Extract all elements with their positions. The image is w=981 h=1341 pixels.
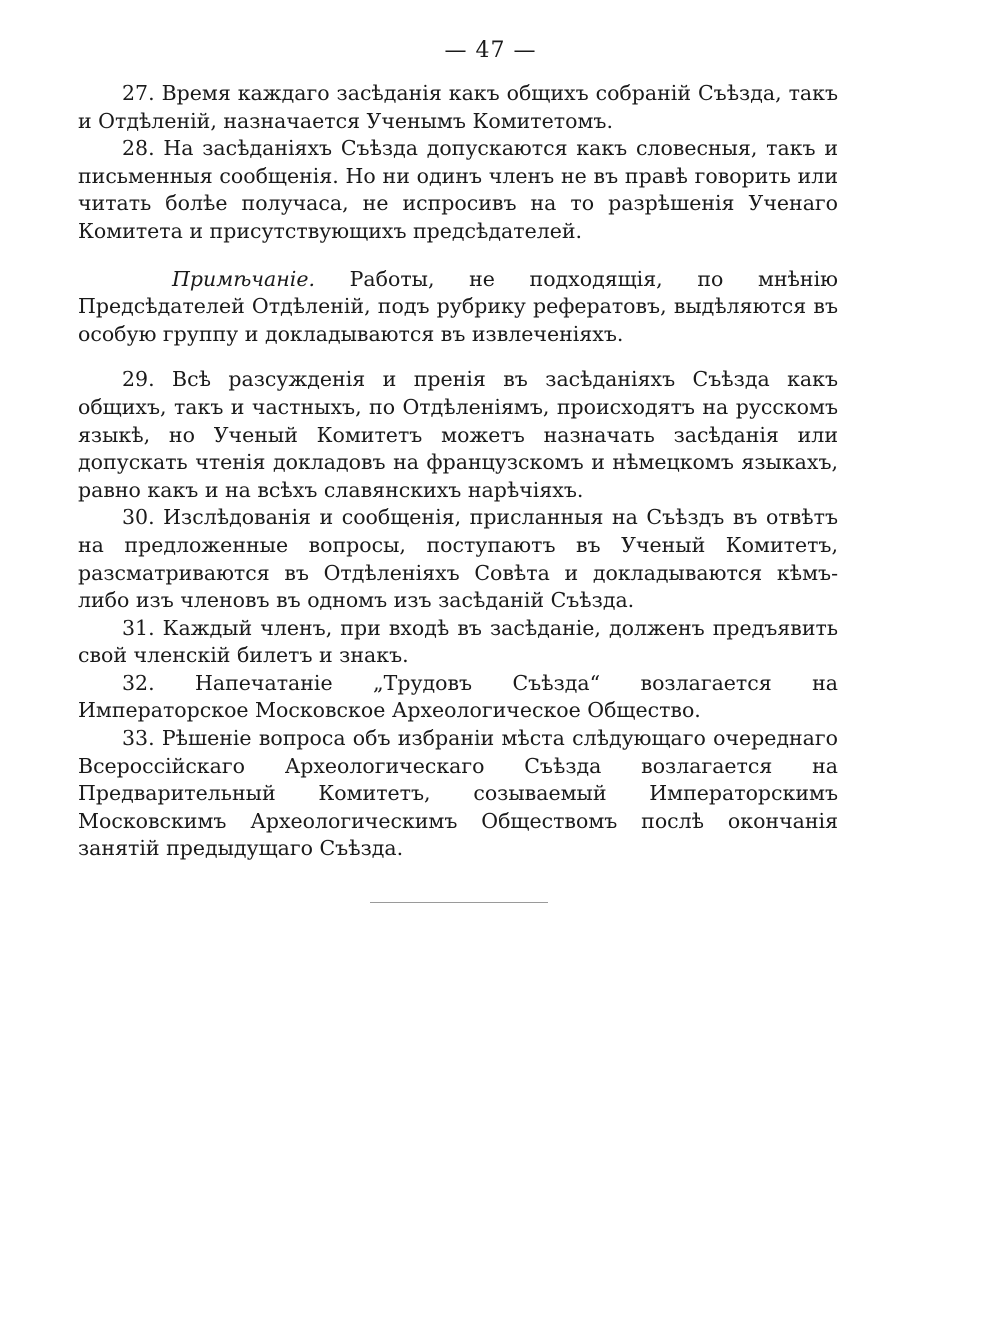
note-paragraph	[78, 266, 838, 349]
note-text: Работы, не подходящія, по мнѣнію Предсѣдателей Отдѣленій, подъ рубрику рефератовъ, выдѣляются въ особую группу и докладываются въ извлеченіяхъ.	[78, 266, 838, 346]
closing-rule	[370, 902, 548, 903]
paragraph-33: 33. Рѣшеніе вопроса объ избраніи мѣста слѣдующаго очереднаго Всероссійскаго Археологическаго Съѣзда возлагается на Предварительный Комитетъ, созываемый Императорскимъ Московскимъ Археологическимъ Обществомъ послѣ окончанія занятій предыдущаго Съѣзда.	[78, 726, 838, 861]
page-number: — 47 —	[444, 38, 537, 63]
paragraph-27: 27. Время каждаго засѣданія какъ общихъ собраній Съѣзда, такъ и Отдѣленій, назначается Ученымъ Комитетомъ.	[78, 81, 838, 133]
paragraph-32: 32. Напечатаніе „Трудовъ Съѣзда“ возлагается на Императорское Московское Археологическое Общество.	[78, 670, 838, 723]
document-body	[78, 80, 838, 863]
paragraph-30: 30. Изслѣдованія и сообщенія, присланныя на Съѣздъ въ отвѣтъ на предложенные вопросы, поступаютъ въ Ученый Комитетъ, разсматриваются въ Отдѣленіяхъ Совѣта и докладываются кѣмъ-либо изъ членовъ въ одномъ изъ засѣданій Съѣзда.	[78, 505, 838, 613]
note-label: Примѣчаніе.	[172, 266, 315, 291]
paragraph-28: 28. На засѣданіяхъ Съѣзда допускаются какъ словесныя, такъ и письменныя сообщенія. Но ни одинъ членъ не въ правѣ говорить или читать болѣе получаса, не испросивъ на то разрѣшенія Ученаго Комитета и присутствующихъ предсѣдателей.	[78, 136, 838, 243]
paragraph-31: 31. Каждый членъ, при входѣ въ засѣданіе, долженъ предъявить свой членскій билетъ и знакъ.	[78, 615, 838, 668]
paragraph-29: 29. Всѣ разсужденія и пренія въ засѣданіяхъ Съѣзда какъ общихъ, такъ и частныхъ, по Отдѣленіямъ, происходятъ на русскомъ языкѣ, но Ученый Комитетъ можетъ назначать засѣданія или допускать чтенія докладовъ на французскомъ и нѣмецкомъ языкахъ, равно какъ и на всѣхъ славянскихъ нарѣчіяхъ.	[78, 367, 838, 502]
